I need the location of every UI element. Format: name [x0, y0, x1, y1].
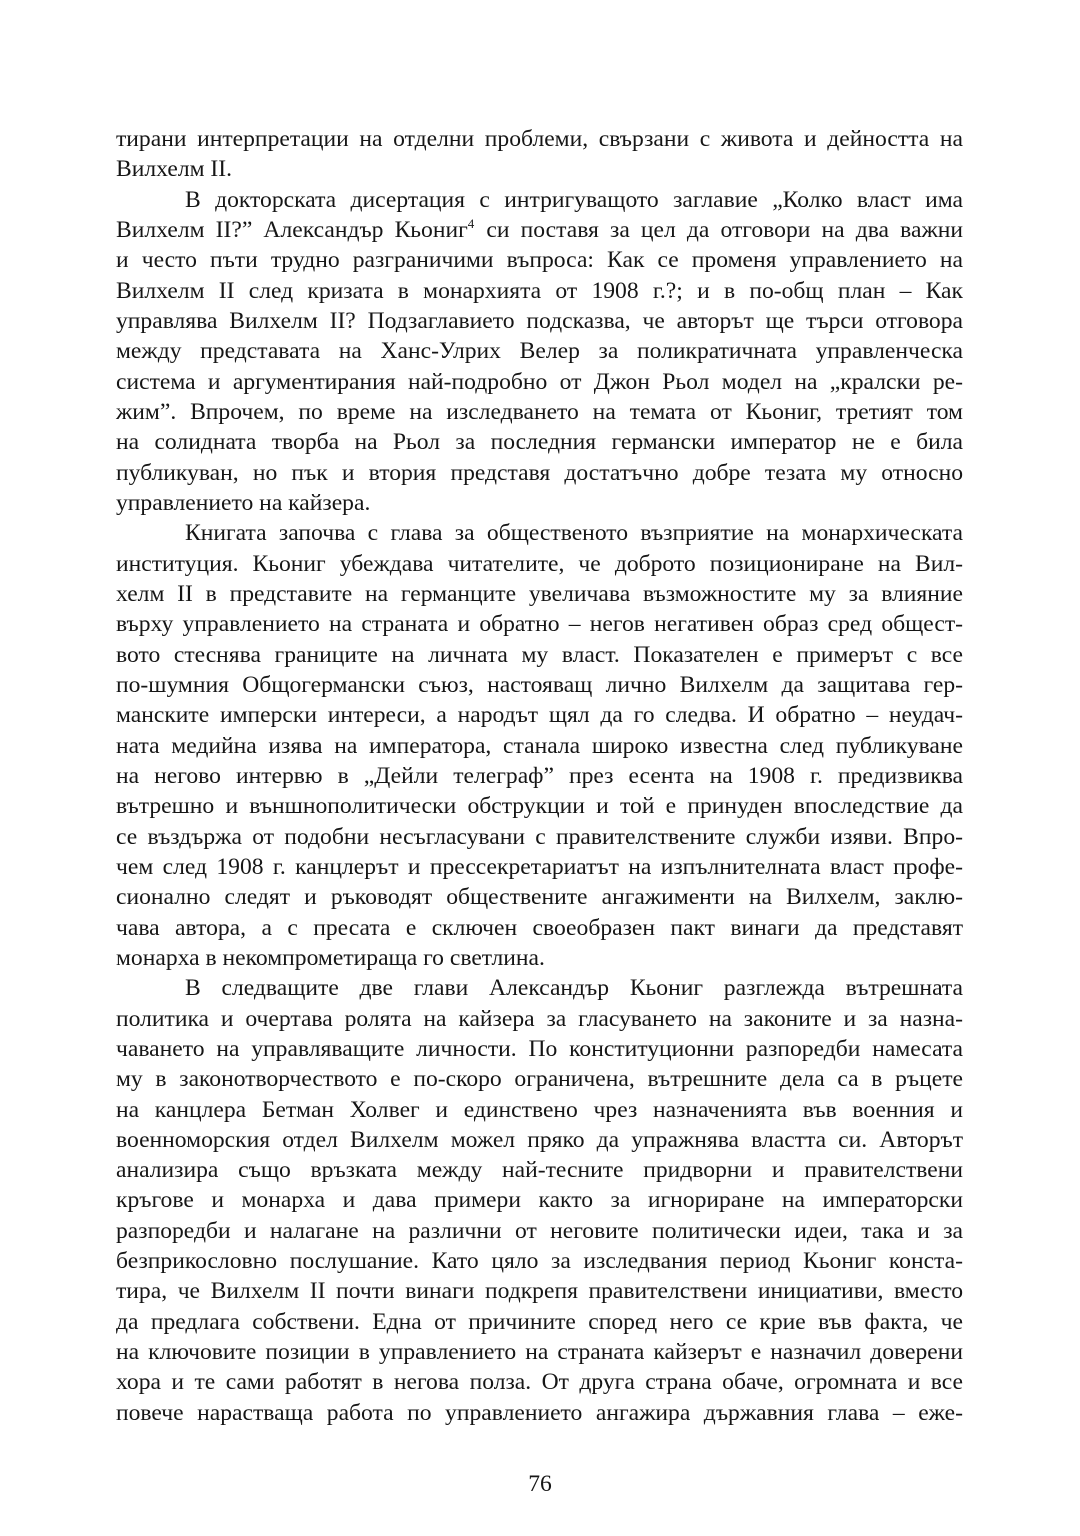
text-line: на канцлера Бетман Холвег и единствено чрез назначенията във военния и [116, 1096, 963, 1123]
text-line: на негово интервю в „Дейли телеграф” през есента на 1908 г. предизвиква [116, 762, 963, 789]
text-line: чава автора, а с пресата е сключен своеобразен пакт винаги да представят [116, 914, 963, 941]
text-line: на солидната творба на Рьол за последния германски император не е била [116, 429, 963, 456]
text-line: върху управлението на страната и обратно – негов негативен образ сред общест- [116, 611, 963, 638]
text-line: повече нарастваща работа по управлението ангажира държавния глава – еже- [116, 1399, 963, 1426]
text-line: монарха в некомпрометираща го светлина. [116, 944, 545, 971]
text-line: хелм II в представите на германците увеличава възможностите му за влияние [116, 580, 963, 607]
text-line: манските имперски интереси, а народът щял да го следва. И обратно – неудач- [116, 702, 963, 729]
text-line: да предлага собствени. Една от причините според него се крие във факта, че [116, 1308, 963, 1335]
text-line: публикуван, но пък и втория представя достатъчно добре тезата му относно [116, 459, 963, 486]
text-line: по-шумния Общогермански съюз, настояващ лично Вилхелм да защитава гер- [116, 671, 963, 698]
text-line: управлението на кайзера. [116, 489, 371, 516]
text-line: тирани интерпретации на отделни проблеми, свързани с живота и дейността на [116, 126, 963, 152]
text-line: и често пъти трудно разграничими въпроса: Как се променя управлението на [116, 247, 963, 274]
text-line: вътрешно и външнополитически обструкции и той е принуден впоследствие да [116, 793, 963, 820]
text-line: В следващите две глави Александър Кьониг разглежда вътрешната [185, 975, 963, 1002]
footnote-marker: 4 [467, 215, 475, 231]
text-line: кръгове и монарха и дава примери както за игнориране на императорски [116, 1187, 963, 1214]
text-line: тира, че Вилхелм II почти винаги подкрепя правителствени инициативи, вместо [116, 1278, 963, 1305]
text-segment: си поставя за цел да отговори на два важни [475, 216, 964, 243]
text-line: чаването на управляващите личности. По конституционни разпоредби намесата [116, 1035, 963, 1062]
text-line: безприкословно послушание. Като цяло за изследвания период Кьониг конста- [116, 1248, 963, 1275]
text-line: система и аргументирания най-подробно от Джон Рьол модел на „кралски ре- [116, 368, 963, 395]
text-line: вото стеснява границите на личната му власт. Показателен е примерът с все [116, 641, 963, 668]
text-line: управлява Вилхелм II? Подзаглавието подсказва, че авторът ще търси отговора [116, 307, 963, 334]
text-line: му в законотворчеството е по-скоро ограничена, вътрешните дела са в ръцете [116, 1066, 963, 1093]
text-line: анализира също връзката между най-тесните придворни и правителствени [116, 1157, 963, 1184]
text-line: чем след 1908 г. канцлерът и прессекретариатът на изпълнителната власт профе- [116, 853, 963, 880]
text-line [116, 215, 963, 245]
text-line: институция. Кьониг убеждава читателите, че доброто позициониране на Вил- [116, 550, 963, 577]
text-line: разпоредби и налагане на различни от неговите политически идеи, така и за [116, 1217, 963, 1244]
text-line: Книгата започва с глава за общественото възприятие на монархическата [185, 520, 963, 547]
text-segment: Вилхелм II?” Александър Кьониг [116, 216, 468, 243]
body-text [116, 124, 963, 1428]
text-line: Вилхелм II след кризата в монархията от 1908 г.?; и в по-общ план – Как [116, 277, 963, 304]
text-line: се въздържа от подобни несъгласувани с правителствените служби изяви. Впро- [116, 823, 963, 850]
text-line: В докторската дисертация с интригуващото заглавие „Колко власт има [185, 186, 963, 213]
text-line: хора и те сами работят в негова полза. От друга страна обаче, огромната и все [116, 1369, 963, 1396]
text-line: Вилхелм II. [116, 156, 233, 183]
text-line: жим”. Впрочем, по време на изследването на темата от Кьониг, третият том [116, 398, 963, 425]
text-line: между представата на Ханс-Улрих Велер за поликратичната управленческа [116, 338, 963, 365]
text-line: политика и очертава ролята на кайзера за гласуването на законите и за назна- [116, 1005, 963, 1032]
text-line: на ключовите позиции в управлението на страната кайзерът е назначил доверени [116, 1339, 963, 1366]
text-line: сионално следят и ръководят обществените ангажименти на Вилхелм, заклю- [116, 884, 963, 911]
text-line: военноморския отдел Вилхелм можел пряко да упражнява властта си. Авторът [116, 1126, 963, 1153]
text-line: ната медийна изява на императора, станала широко известна след публикуване [116, 732, 963, 759]
page-number: 76 [528, 1471, 552, 1497]
